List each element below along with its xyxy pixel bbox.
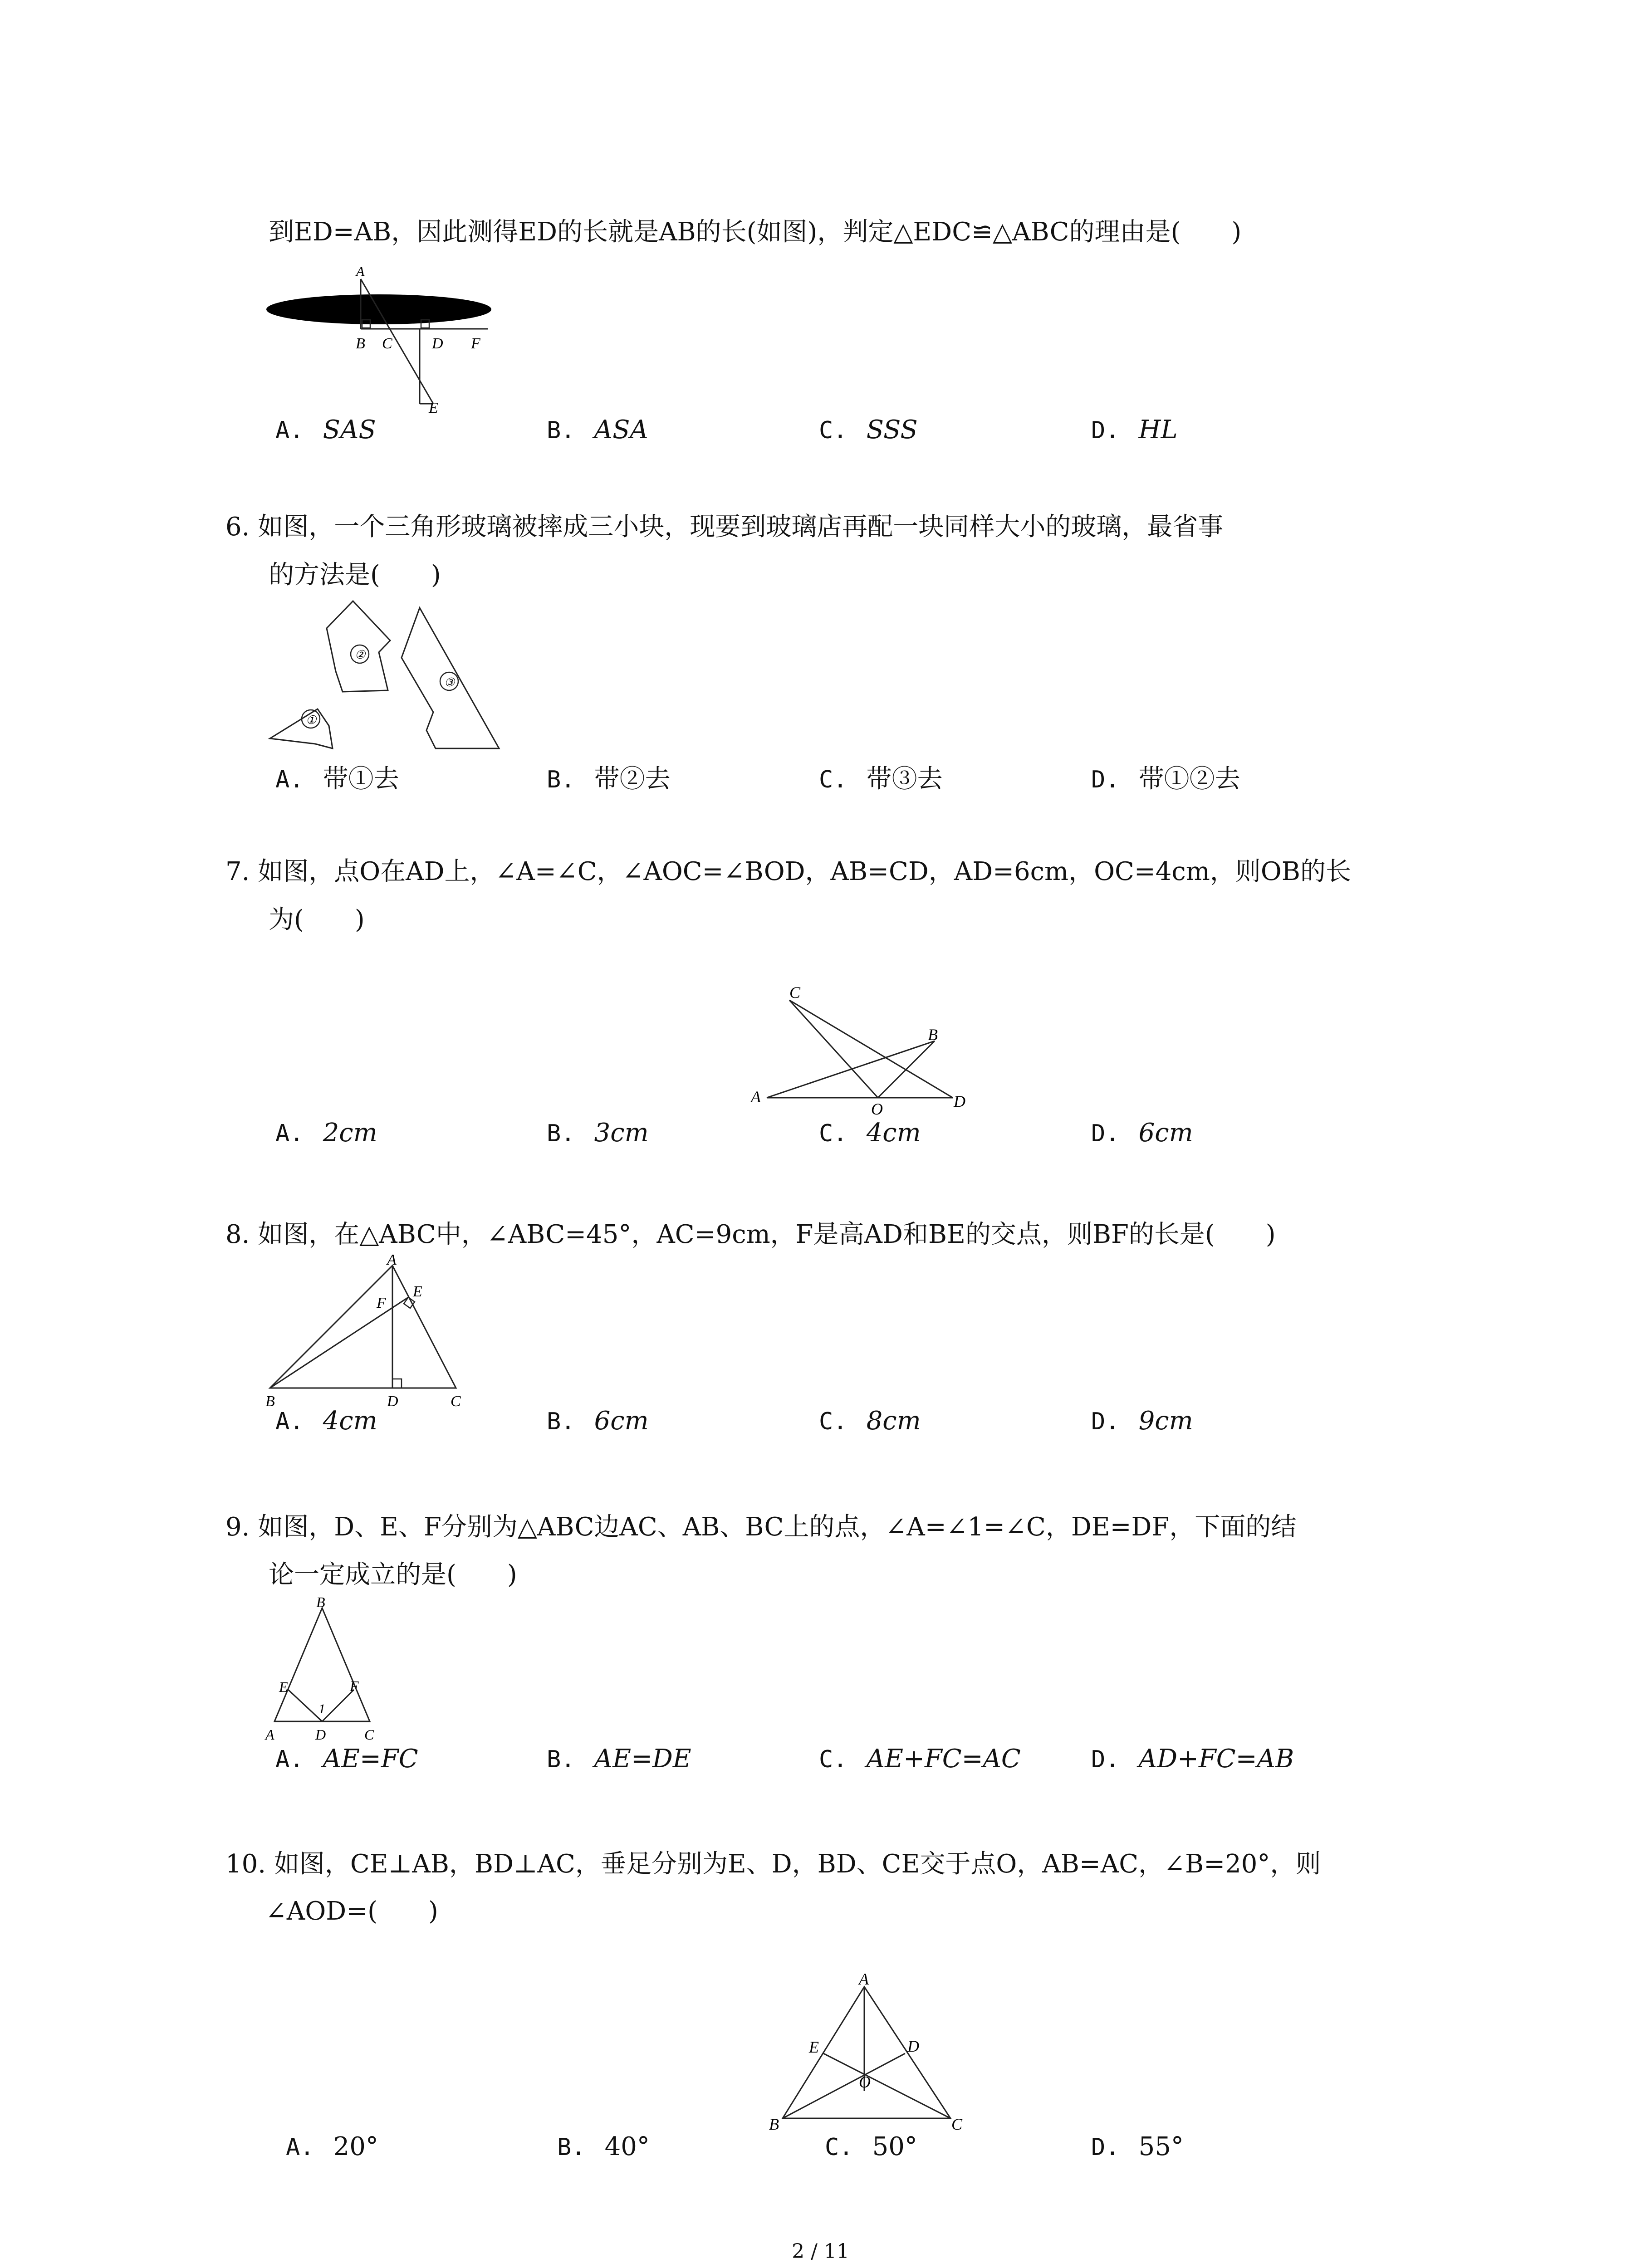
q7-option-b[interactable] xyxy=(547,1118,649,1148)
q6-label-1: ① xyxy=(306,714,317,727)
option-letter: D. xyxy=(1091,1746,1120,1773)
option-letter: A. xyxy=(275,417,304,444)
q7-label-O: O xyxy=(871,1100,883,1118)
q7-stem-line2: 为( ) xyxy=(269,905,365,934)
q9-label-F: F xyxy=(350,1678,359,1694)
q7-stem-line1: 7. 如图，点O在AD上，∠A=∠C，∠AOC=∠BOD，AB=CD，AD=6cm，OC=4cm，则OB的长 xyxy=(225,857,1351,886)
q7-option-c[interactable] xyxy=(819,1118,921,1148)
option-letter: C. xyxy=(819,766,847,793)
q10-option-c[interactable] xyxy=(825,2132,917,2161)
q9-stem-line1: 9. 如图，D、E、F分别为△ABC边AC、AB、BC上的点，∠A=∠1=∠C，DE=DF，下面的结 xyxy=(225,1512,1297,1542)
option-text: 6cm xyxy=(1138,1118,1193,1148)
q10-label-D: D xyxy=(907,2037,919,2055)
q10-option-b[interactable] xyxy=(557,2132,650,2161)
option-text: 带①②去 xyxy=(1138,764,1240,794)
option-letter: C. xyxy=(819,1408,847,1435)
option-letter: B. xyxy=(557,2134,586,2161)
q5-option-b[interactable] xyxy=(547,415,648,445)
option-letter: D. xyxy=(1091,1120,1120,1147)
q7-figure xyxy=(744,982,989,1118)
option-letter: B. xyxy=(547,1408,575,1435)
option-text: 4cm xyxy=(866,1118,921,1148)
q8-figure xyxy=(261,1252,479,1411)
q9-option-d[interactable] xyxy=(1091,1744,1294,1774)
q8-label-F: F xyxy=(377,1295,386,1311)
q10-label-E: E xyxy=(809,2038,819,2056)
q8-label-E: E xyxy=(413,1283,422,1300)
q10-option-d[interactable] xyxy=(1091,2132,1184,2161)
q10-stem-line2: ∠AOD=( ) xyxy=(265,1897,438,1926)
q5-figure xyxy=(259,254,504,417)
q7-label-B: B xyxy=(928,1026,938,1044)
option-text: SAS xyxy=(323,415,376,445)
q9-label-B: B xyxy=(316,1594,325,1610)
option-text: AD+FC=AB xyxy=(1138,1744,1294,1774)
option-letter: D. xyxy=(1091,766,1120,793)
q5-option-d[interactable] xyxy=(1091,415,1178,445)
option-text: 3cm xyxy=(594,1118,649,1148)
option-letter: A. xyxy=(275,1746,304,1773)
q9-stem-line2: 论一定成立的是( ) xyxy=(269,1560,517,1589)
option-letter: A. xyxy=(275,1120,304,1147)
option-text: 55° xyxy=(1138,2132,1184,2161)
option-text: AE=FC xyxy=(323,1744,418,1774)
option-letter: C. xyxy=(825,2134,853,2161)
q10-stem-line1: 10. 如图，CE⊥AB，BD⊥AC，垂足分别为E、D，BD、CE交于点O，AB=AC，∠B=20°，则 xyxy=(225,1849,1321,1879)
q8-label-D: D xyxy=(387,1393,398,1410)
q8-option-a[interactable] xyxy=(275,1406,377,1436)
option-letter: C. xyxy=(819,1120,847,1147)
q6-label-3: ③ xyxy=(444,676,455,689)
q10-figure xyxy=(755,1970,978,2134)
option-letter: D. xyxy=(1091,2134,1120,2161)
option-text: 8cm xyxy=(866,1406,921,1436)
option-letter: B. xyxy=(547,417,575,444)
q8-stem: 8. 如图，在△ABC中，∠ABC=45°，AC=9cm，F是高AD和BE的交点，则BF的长是( ) xyxy=(225,1220,1276,1249)
q6-option-a[interactable] xyxy=(275,759,399,795)
option-text: 9cm xyxy=(1138,1406,1193,1436)
q8-option-d[interactable] xyxy=(1091,1406,1193,1436)
option-letter: A. xyxy=(275,766,304,793)
option-letter: B. xyxy=(547,766,575,793)
q5-stem: 到ED=AB，因此测得ED的长就是AB的长(如图)，判定△EDC≌△ABC的理由是( ) xyxy=(269,217,1242,247)
option-text: 4cm xyxy=(323,1406,377,1436)
option-letter: C. xyxy=(819,417,847,444)
q9-label-1: 1 xyxy=(318,1701,325,1716)
q5-label-A: A xyxy=(356,264,365,279)
q9-option-b[interactable] xyxy=(547,1744,691,1774)
q9-option-a[interactable] xyxy=(275,1744,418,1774)
q6-stem-line1: 6. 如图，一个三角形玻璃被摔成三小块，现要到玻璃店再配一块同样大小的玻璃，最省事 xyxy=(225,512,1224,542)
q9-label-E: E xyxy=(279,1679,288,1695)
page-number: 2 / 11 xyxy=(792,2240,849,2263)
q9-label-D: D xyxy=(315,1726,326,1743)
q5-label-B: B xyxy=(356,335,365,352)
q10-option-a[interactable] xyxy=(286,2132,378,2161)
option-text: 6cm xyxy=(594,1406,649,1436)
q5-label-F: F xyxy=(471,335,480,352)
q5-label-C: C xyxy=(382,335,392,352)
q9-option-c[interactable] xyxy=(819,1744,1021,1774)
option-text: 40° xyxy=(604,2132,650,2161)
q6-option-b[interactable] xyxy=(547,759,671,795)
q6-option-d[interactable] xyxy=(1091,759,1240,795)
q9-label-C: C xyxy=(364,1726,374,1743)
q6-option-c[interactable] xyxy=(819,759,943,795)
q5-option-a[interactable] xyxy=(275,415,376,445)
q8-option-c[interactable] xyxy=(819,1406,921,1436)
option-letter: D. xyxy=(1091,1408,1120,1435)
q10-label-C: C xyxy=(951,2115,963,2133)
option-text: HL xyxy=(1138,415,1178,445)
option-text: AE+FC=AC xyxy=(866,1744,1021,1774)
q8-label-C: C xyxy=(451,1393,461,1410)
option-text: 50° xyxy=(872,2132,917,2161)
option-letter: A. xyxy=(275,1408,304,1435)
option-letter: B. xyxy=(547,1120,575,1147)
q6-figure xyxy=(270,599,508,753)
q7-option-d[interactable] xyxy=(1091,1118,1193,1148)
option-text: AE=DE xyxy=(594,1744,691,1774)
q10-label-B: B xyxy=(769,2115,779,2133)
option-letter: A. xyxy=(286,2134,314,2161)
q8-option-b[interactable] xyxy=(547,1406,649,1436)
option-text: 带③去 xyxy=(866,764,943,794)
q9-figure xyxy=(261,1594,397,1746)
option-text: 2cm xyxy=(323,1118,377,1148)
q7-label-C: C xyxy=(789,983,801,1002)
option-text: 带②去 xyxy=(594,764,671,794)
option-text: SSS xyxy=(866,415,918,445)
q8-label-B: B xyxy=(265,1393,275,1410)
q5-label-D: D xyxy=(432,335,443,352)
q5-label-E: E xyxy=(429,400,438,416)
q5-option-c[interactable] xyxy=(819,415,918,445)
q10-label-A: A xyxy=(859,1970,869,1988)
q6-stem-line2: 的方法是( ) xyxy=(269,560,441,590)
option-letter: C. xyxy=(819,1746,847,1773)
q7-option-a[interactable] xyxy=(275,1118,377,1148)
q10-label-O: O xyxy=(859,2073,871,2091)
q7-label-D: D xyxy=(954,1092,965,1110)
option-text: 带①去 xyxy=(323,764,399,794)
q7-label-A: A xyxy=(751,1088,761,1106)
option-letter: D. xyxy=(1091,417,1120,444)
option-text: ASA xyxy=(594,415,648,445)
q8-label-A: A xyxy=(387,1251,397,1268)
option-letter: B. xyxy=(547,1746,575,1773)
q9-label-A: A xyxy=(265,1726,274,1743)
option-text: 20° xyxy=(333,2132,378,2161)
q6-label-2: ② xyxy=(355,648,366,661)
